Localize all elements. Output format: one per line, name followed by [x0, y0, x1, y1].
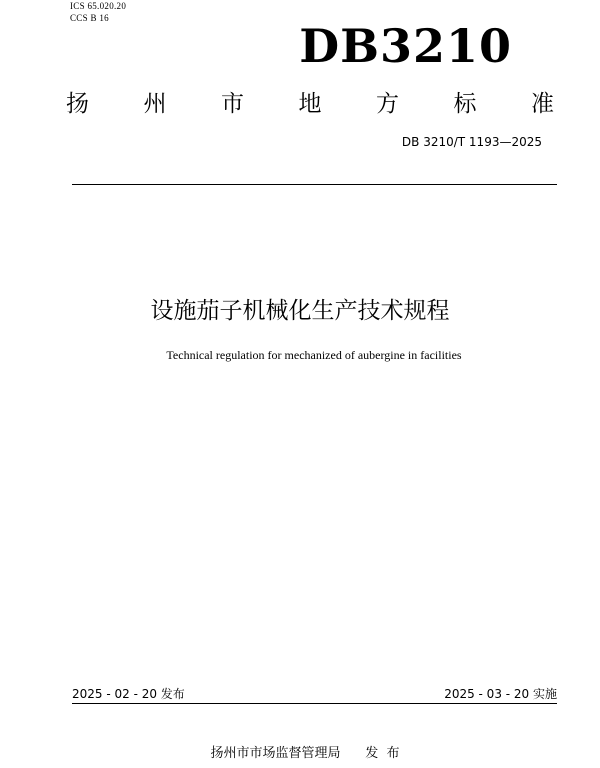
issuer-char: 标 [453, 90, 477, 117]
issuer-char: 市 [221, 90, 244, 117]
classification-codes [70, 0, 126, 24]
issuer-char: 扬 [66, 90, 89, 117]
issuer-char: 准 [531, 90, 554, 117]
standard-code-logo: DB3210 [299, 19, 512, 73]
issuer-char: 地 [298, 90, 322, 117]
issue-date: 2025 - 02 - 20 发布 [72, 687, 185, 701]
issuer-title [66, 84, 554, 118]
bottom-divider [72, 703, 557, 704]
top-divider [72, 184, 557, 185]
ccs-code: CCS B 16 [70, 13, 109, 23]
issuer-char: 州 [143, 90, 167, 117]
standard-number: DB 3210/T 1193—2025 [401, 135, 542, 149]
document-title-english: Technical regulation for mechanized of aubergine in facilities [166, 348, 462, 362]
issuer-char: 方 [376, 90, 399, 117]
publisher-line: 扬州市市场监督管理局 发 布 [210, 746, 400, 761]
ics-code: ICS 65.020.20 [70, 1, 127, 11]
document-title-chinese: 设施茄子机械化生产技术规程 [150, 298, 450, 324]
implementation-date: 2025 - 03 - 20 实施 [444, 687, 557, 701]
